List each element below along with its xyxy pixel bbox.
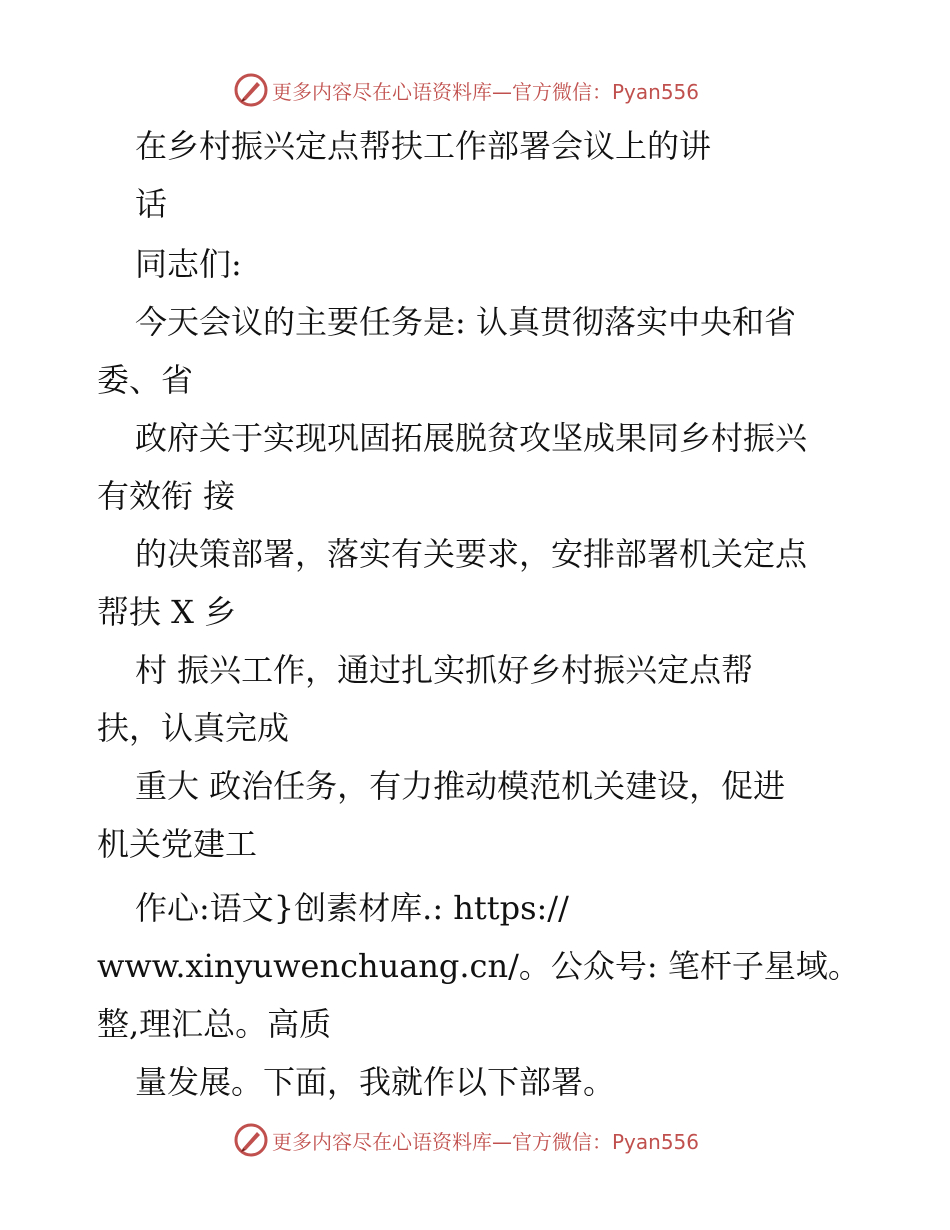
paragraph-line: 量发展。下面，我就作以下部署。: [135, 1063, 616, 1101]
paragraph-line: 作心:语文}创素材库.: https://: [135, 889, 569, 927]
banner-text: 更多内容尽在心语资料库—官方微信：Pyan556: [272, 1129, 700, 1154]
paragraph-line: 今天会议的主要任务是: 认真贯彻落实中央和省: [135, 303, 796, 341]
salutation: 同志们:: [135, 245, 242, 283]
footer-banner: [234, 1122, 699, 1158]
pen-logo-icon: [234, 1123, 268, 1157]
paragraph-line: 委、省: [97, 361, 194, 399]
paragraph-line: www.xinyuwenchuang.cn/。公众号: 笔杆子星域。: [97, 947, 860, 985]
title-line-2: 话: [135, 185, 168, 223]
paragraph-line: 整,理汇总。高质: [97, 1005, 332, 1043]
paragraph-line: 的决策部署，落实有关要求，安排部署机关定点: [135, 535, 808, 573]
paragraph-line: 村 振兴工作，通过扎实抓好乡村振兴定点帮: [135, 651, 754, 689]
title-line-1: 在乡村振兴定点帮扶工作部署会议上的讲: [135, 127, 712, 165]
paragraph-line: 政府关于实现巩固拓展脱贫攻坚成果同乡村振兴: [135, 419, 808, 457]
paragraph-line: 有效衔 接: [97, 477, 236, 515]
paragraph-line: 扶，认真完成: [97, 709, 290, 747]
paragraph-line: 机关党建工: [97, 825, 258, 863]
paragraph-line: 重大 政治任务，有力推动模范机关建设，促进: [135, 767, 786, 805]
header-banner: [234, 72, 699, 108]
banner-text: 更多内容尽在心语资料库—官方微信：Pyan556: [272, 79, 700, 104]
paragraph-line: 帮扶 X 乡: [97, 593, 237, 631]
pen-logo-icon: [234, 73, 268, 107]
